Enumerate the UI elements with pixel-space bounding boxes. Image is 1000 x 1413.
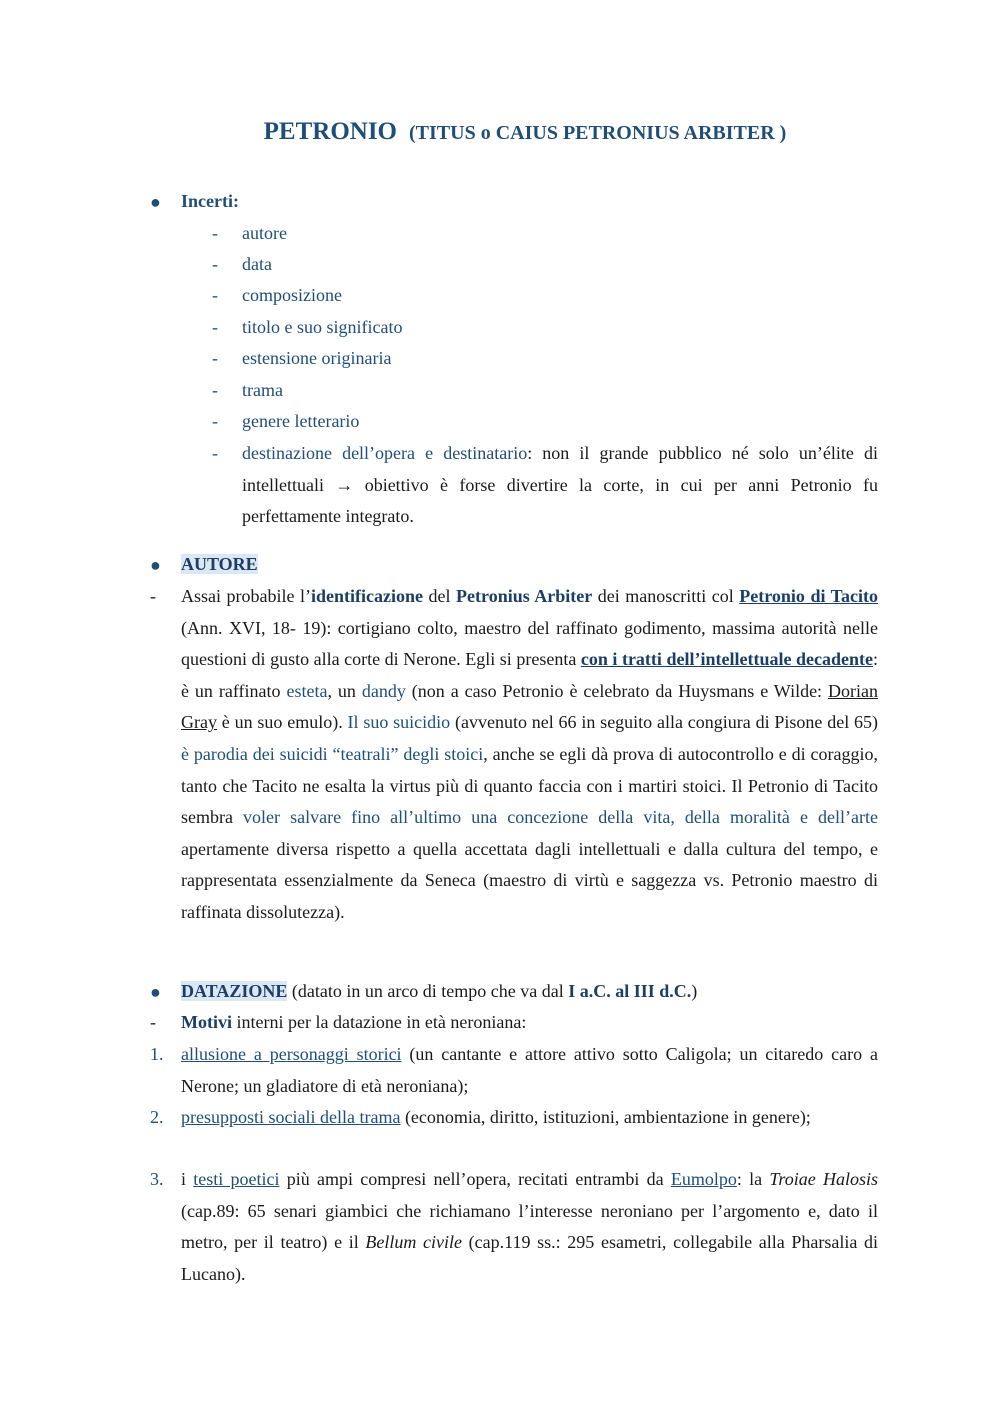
identificazione-term: identificazione bbox=[311, 586, 423, 606]
autore-heading bbox=[181, 549, 258, 581]
bullet-datazione: ● bbox=[150, 982, 161, 1002]
dash-marker: - bbox=[212, 254, 218, 274]
destinazione-text: : non il grande pubblico né solo un’élite di intellettuali → obiettivo è forse divertire la corte, in cui per anni Petronio fu perfettamente integrato. bbox=[242, 443, 878, 527]
concezione-term: voler salvare fino all’ultimo una concezione della vita, della moralità e dell’arte bbox=[243, 807, 878, 828]
title-main: PETRONIO bbox=[263, 118, 398, 145]
incerti-item: composizione bbox=[242, 285, 342, 305]
dash-marker: - bbox=[212, 285, 218, 305]
dash-marker: - bbox=[150, 1012, 156, 1032]
suicidio-term: Il suo suicidio bbox=[347, 712, 451, 733]
text-span: (non a caso Petronio è celebrato da Huysmans e Wilde: bbox=[405, 680, 829, 701]
petronio-di-tacito-term: Petronio di Tacito bbox=[739, 586, 879, 606]
dash-marker: - bbox=[212, 380, 218, 400]
text-span: (Ann. XVI, 18- 19): cortigiano colto, maestro del raffinato godimento, massima autorità nelle questioni di gusto alla corte di Nerone. Egli si presenta bbox=[181, 617, 878, 670]
datazione-heading: DATAZIONE bbox=[181, 981, 288, 1001]
text-span: Assai probabile l’ bbox=[181, 586, 312, 606]
text-span: (avvenuto nel 66 in seguito alla congiura di Pisone del 65) bbox=[450, 712, 878, 733]
text-span: interni per la datazione in età neroniana: bbox=[232, 1012, 527, 1032]
incerti-item: autore bbox=[242, 223, 287, 243]
text-span: (cap.119 ss.: 295 esametri, collegabile alla Pharsalia di Lucano). bbox=[181, 1232, 878, 1284]
incerti-item: genere letterario bbox=[242, 411, 360, 431]
list-number: 2. bbox=[150, 1107, 164, 1127]
incerti-item: titolo e suo significato bbox=[242, 317, 403, 337]
datazione-heading-line bbox=[181, 976, 697, 1008]
motivo-item-2 bbox=[181, 1102, 878, 1134]
personaggi-storici-term: allusione a personaggi storici bbox=[181, 1044, 402, 1064]
datazione-range: I a.C. al III d.C. bbox=[568, 981, 692, 1001]
text-span: dei manoscritti col bbox=[592, 586, 740, 606]
dash-marker: - bbox=[212, 317, 218, 337]
list-number: 3. bbox=[150, 1169, 164, 1189]
presupposti-sociali-term: presupposti sociali della trama bbox=[181, 1107, 401, 1127]
text-span: del bbox=[423, 586, 457, 606]
destinazione-label: destinazione dell’opera e destinatario bbox=[242, 443, 528, 463]
dash-marker: - bbox=[212, 348, 218, 368]
testi-poetici-term: testi poetici bbox=[193, 1169, 280, 1189]
dash-marker: - bbox=[212, 411, 218, 431]
troiae-halosis-title: Troiae Halosis bbox=[769, 1169, 878, 1189]
text-span: più ampi compresi nell’opera, recitati entrambi da bbox=[279, 1169, 671, 1189]
bellum-civile-title: Bellum civile bbox=[365, 1232, 463, 1253]
text-span: (cap.89: 65 senari giambici che richiamano l’interesse neroniano per l’argomento e, dato il metro, per il teatro) e il bbox=[181, 1200, 878, 1253]
text-span: : è un raffinato bbox=[181, 649, 878, 701]
dandy-term: dandy bbox=[361, 680, 406, 701]
incerti-item: estensione originaria bbox=[242, 348, 392, 368]
motivi-term: Motivi bbox=[181, 1012, 232, 1032]
autore-paragraph bbox=[181, 581, 878, 929]
list-number: 1. bbox=[150, 1044, 164, 1064]
text-span: (economia, diritto, istituzioni, ambientazione in genere); bbox=[400, 1107, 811, 1127]
petronius-arbiter-term: Petronius Arbiter bbox=[456, 586, 593, 606]
text-span: ) bbox=[691, 981, 698, 1001]
motivo-item-1 bbox=[181, 1039, 878, 1102]
autore-heading-text: AUTORE bbox=[181, 554, 258, 574]
dash-marker: - bbox=[212, 443, 218, 463]
motivi-line bbox=[181, 1007, 526, 1039]
incerti-heading: Incerti: bbox=[181, 191, 239, 211]
bullet-autore: ● bbox=[150, 555, 161, 575]
parodia-term: è parodia dei suicidi “teatrali” degli stoici bbox=[181, 743, 484, 764]
dorian-gray-term: Dorian Gray bbox=[181, 680, 878, 733]
dash-marker: - bbox=[212, 223, 218, 243]
page-title bbox=[0, 118, 1000, 146]
text-span: : la bbox=[736, 1169, 770, 1189]
incerti-item: data bbox=[242, 254, 272, 274]
dash-marker: - bbox=[150, 586, 156, 606]
intellettuale-decadente-term: con i tratti dell’intellettuale decadente bbox=[580, 649, 873, 670]
text-span: (datato in un arco di tempo che va dal bbox=[287, 981, 569, 1001]
incerti-item: trama bbox=[242, 380, 283, 400]
esteta-term: esteta bbox=[286, 680, 328, 701]
text-span: apertamente diversa rispetto a quella accettata dagli intellettuali e dalla cultura del tempo, e rappresentata essenzialmente da Seneca (maestro di virtù e saggezza vs. Petronio maestro di raffinata dissolutezza). bbox=[181, 838, 878, 922]
text-span: , un bbox=[327, 680, 362, 701]
text-span: (un cantante e attore attivo sotto Caligola; un citaredo caro a Nerone; un gladiatore di età neroniana); bbox=[181, 1044, 878, 1096]
title-sub: (TITUS o CAIUS PETRONIUS ARBITER ) bbox=[409, 122, 787, 144]
text-span: i bbox=[181, 1169, 194, 1189]
incerti-item-destinazione bbox=[242, 438, 878, 533]
text-span: , anche se egli dà prova di autocontrollo e di coraggio, tanto che Tacito ne esalta la virtus più di quanto faccia con i martiri stoici. Il Petronio di Tacito sembra bbox=[181, 743, 878, 828]
text-span: è un suo emulo). bbox=[216, 712, 348, 733]
motivo-item-3 bbox=[181, 1164, 878, 1290]
bullet-incerti: ● bbox=[150, 192, 161, 212]
eumolpo-term: Eumolpo bbox=[670, 1169, 737, 1189]
